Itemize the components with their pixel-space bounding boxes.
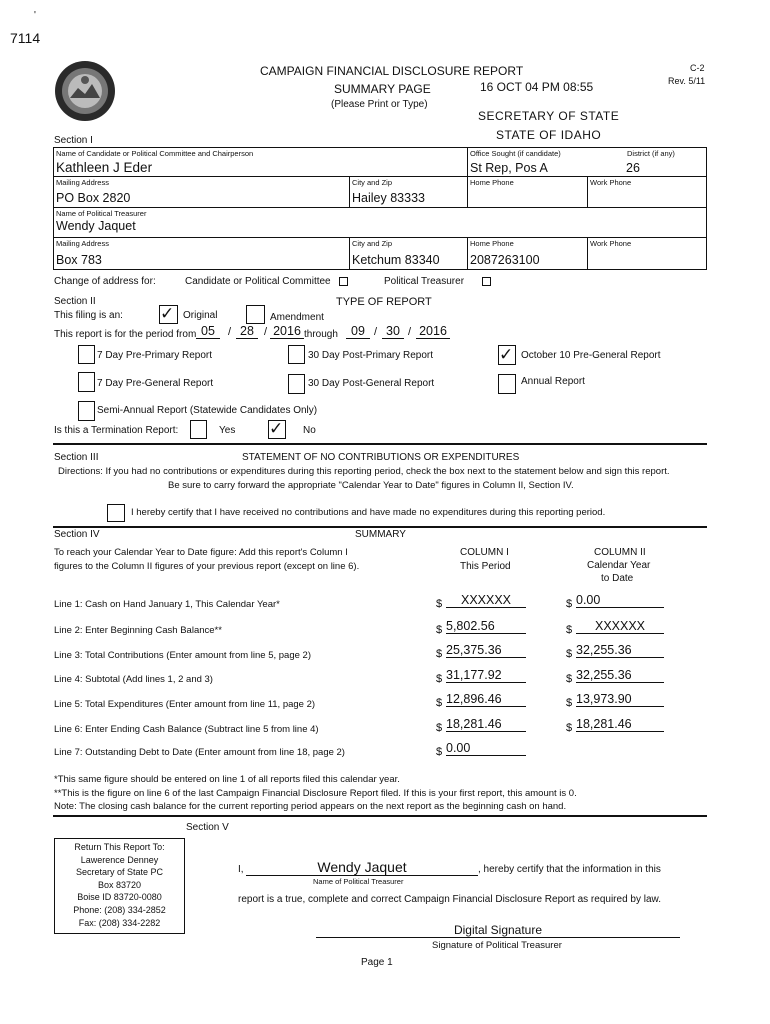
termination-yes-checkbox[interactable] — [190, 420, 207, 439]
signature-caption: Signature of Political Treasurer — [432, 940, 562, 951]
amendment-checkbox[interactable] — [246, 305, 265, 324]
treasurer-label: Name of Political Treasurer — [56, 209, 147, 218]
line5-col1[interactable]: 12,896.46 — [446, 692, 526, 707]
30day-post-primary-checkbox[interactable] — [288, 345, 305, 364]
line4-label: Line 4: Subtotal (Add lines 1, 2 and 3) — [54, 674, 213, 685]
section1-title: Section I — [54, 135, 93, 146]
certify-statement: report is a true, complete and correct Campaign Financial Disclosure Report as required by law. — [238, 894, 661, 905]
termination-yes-label: Yes — [219, 425, 236, 436]
section4-title: Section IV — [54, 529, 100, 540]
return-line: Secretary of State PC — [75, 867, 164, 878]
treasurer-field[interactable]: Wendy Jaquet — [56, 219, 136, 233]
30day-post-general-checkbox[interactable] — [288, 374, 305, 394]
page-number: Page 1 — [361, 957, 393, 968]
original-checkmark-icon: ✓ — [160, 304, 175, 324]
line4-col2[interactable]: 32,255.36 — [576, 668, 664, 683]
change-address-label: Change of address for: — [54, 276, 156, 287]
section3-heading: STATEMENT OF NO CONTRIBUTIONS OR EXPENDITURES — [242, 452, 520, 463]
column2-subtitle-2: to Date — [601, 573, 634, 584]
district-label: District (if any) — [627, 149, 675, 158]
column2-title: COLUMN II — [594, 547, 646, 558]
amendment-label: Amendment — [270, 312, 324, 323]
no-activity-checkbox[interactable] — [107, 504, 125, 522]
certify-suffix: , hereby certify that the information in this — [478, 864, 661, 875]
period-from-day[interactable]: 28 — [236, 324, 258, 339]
t-home-phone-field[interactable]: 2087263100 — [470, 253, 540, 267]
section4-intro-2: figures to the Column II figures of your previous report (except on line 6). — [54, 561, 360, 572]
footnote-1: *This same figure should be entered on line 1 of all reports filed this calendar year. — [54, 774, 400, 785]
candidate-field[interactable]: Kathleen J Eder — [56, 160, 153, 175]
return-address-box — [54, 838, 185, 934]
district-field[interactable]: 26 — [626, 161, 640, 175]
line2-label: Line 2: Enter Beginning Cash Balance** — [54, 625, 222, 636]
line5-col2[interactable]: 13,973.90 — [576, 692, 664, 707]
form-subtitle: SUMMARY PAGE — [334, 82, 431, 96]
line4-col1[interactable]: 31,177.92 — [446, 668, 526, 683]
mailing-field[interactable]: PO Box 2820 — [56, 191, 131, 205]
section2-title: Section II — [54, 296, 96, 307]
work-phone-label: Work Phone — [590, 178, 632, 187]
corner-mark: ' — [34, 10, 36, 21]
line2-col2[interactable]: XXXXXX — [576, 619, 664, 634]
annual-report-checkbox[interactable] — [498, 374, 516, 394]
secretary-stamp: SECRETARY OF STATE — [478, 109, 620, 123]
filing-label: This filing is an: — [54, 310, 123, 321]
change-candidate-checkbox[interactable] — [339, 277, 348, 286]
period-to-day[interactable]: 30 — [382, 324, 404, 339]
candidate-label: Name of Candidate or Political Committee and Chairperson — [56, 149, 254, 158]
t-work-phone-label: Work Phone — [590, 239, 632, 248]
no-activity-certify: I hereby certify that I have received no contributions and have made no expenditures during this reporting period. — [131, 507, 606, 518]
change-treasurer-label: Political Treasurer — [384, 276, 465, 287]
7day-pre-primary-label: 7 Day Pre-Primary Report — [97, 350, 213, 361]
state-stamp: STATE OF IDAHO — [496, 128, 602, 142]
return-line: Box 83720 — [97, 879, 142, 890]
line7-label: Line 7: Outstanding Debt to Date (Enter amount from line 18, page 2) — [54, 747, 345, 758]
line5-label: Line 5: Total Expenditures (Enter amount from line 11, page 2) — [54, 699, 316, 710]
line3-label: Line 3: Total Contributions (Enter amount from line 5, page 2) — [54, 650, 311, 661]
footnote-3: Note: The closing cash balance for the current reporting period appears on the next report as the beginning cash on hand. — [54, 801, 567, 812]
return-line: Fax: (208) 334-2282 — [78, 917, 161, 928]
termination-no-checkmark-icon: ✓ — [269, 419, 284, 439]
line3-col1[interactable]: 25,375.36 — [446, 643, 526, 658]
city-label: City and Zip — [352, 178, 393, 187]
line3-col2[interactable]: 32,255.36 — [576, 643, 664, 658]
office-field[interactable]: St Rep, Pos A — [470, 161, 548, 175]
30day-post-general-label: 30 Day Post-General Report — [308, 378, 435, 389]
signature-field[interactable]: Digital Signature — [316, 923, 680, 938]
city-field[interactable]: Hailey 83333 — [352, 191, 425, 205]
period-from-month[interactable]: 05 — [196, 324, 220, 339]
section4-intro-1: To reach your Calendar Year to Date figure: Add this report's Column I — [54, 547, 348, 558]
7day-pre-general-label: 7 Day Pre-General Report — [97, 378, 214, 389]
period-label: This report is for the period from — [54, 329, 197, 340]
termination-no-label: No — [303, 425, 316, 436]
certify-treasurer-name[interactable]: Wendy Jaquet — [246, 859, 478, 876]
certify-i: I, — [238, 864, 244, 875]
section3-directions-2: Be sure to carry forward the appropriate "Calendar Year to Date" figures in Column II, Section IV. — [168, 480, 574, 491]
form-title: CAMPAIGN FINANCIAL DISCLOSURE REPORT — [260, 64, 524, 78]
semi-annual-checkbox[interactable] — [78, 401, 95, 421]
return-line: Phone: (208) 334-2852 — [73, 904, 166, 915]
oct10-checkmark-icon: ✓ — [499, 345, 514, 365]
section4-heading: SUMMARY — [355, 529, 406, 540]
column1-subtitle: This Period — [460, 561, 511, 572]
period-to-month[interactable]: 09 — [346, 324, 370, 339]
line1-col2[interactable]: 0.00 — [576, 593, 664, 608]
doc-number: 7114 — [10, 30, 41, 46]
oct10-pre-general-label: October 10 Pre-General Report — [521, 350, 661, 361]
home-phone-label: Home Phone — [470, 178, 514, 187]
line2-col1[interactable]: 5,802.56 — [446, 619, 526, 634]
section5-title: Section V — [186, 822, 229, 833]
form-code: C-2 — [690, 63, 705, 73]
through-label: through — [304, 329, 338, 340]
line1-label: Line 1: Cash on Hand January 1, This Calendar Year* — [54, 599, 280, 610]
termination-label: Is this a Termination Report: — [54, 425, 179, 436]
line7-col1[interactable]: 0.00 — [446, 741, 526, 756]
line6-col2[interactable]: 18,281.46 — [576, 717, 664, 732]
section3-directions-1: Directions: If you had no contributions or expenditures during this reporting period, check the box next to the statement below and sign this report. — [58, 466, 670, 477]
form-revision: Rev. 5/11 — [668, 76, 706, 86]
t-city-field[interactable]: Ketchum 83340 — [352, 253, 440, 267]
annual-report-label: Annual Report — [521, 376, 585, 387]
7day-pre-general-checkbox[interactable] — [78, 372, 95, 392]
type-of-report-title: TYPE OF REPORT — [336, 296, 432, 308]
period-from-year[interactable]: 2016 — [270, 324, 304, 339]
mailing-label: Mailing Address — [56, 178, 109, 187]
line6-label: Line 6: Enter Ending Cash Balance (Subtract line 5 from line 4) — [54, 724, 319, 735]
t-city-label: City and Zip — [352, 239, 393, 248]
column2-subtitle-1: Calendar Year — [587, 560, 651, 571]
office-label: Office Sought (if candidate) — [470, 149, 561, 158]
print-instruction: (Please Print or Type) — [331, 99, 428, 110]
name-caption: Name of Political Treasurer — [313, 877, 404, 886]
30day-post-primary-label: 30 Day Post-Primary Report — [308, 350, 434, 361]
footnote-2: **This is the figure on line 6 of the last Campaign Financial Disclosure Report filed. If this is your first report, this amount is 0. — [54, 788, 577, 799]
section3-title: Section III — [54, 452, 99, 463]
return-line: Lawerence Denney — [80, 854, 159, 865]
line1-col1[interactable]: XXXXXX — [446, 593, 526, 608]
7day-pre-primary-checkbox[interactable] — [78, 345, 95, 364]
line6-col1[interactable]: 18,281.46 — [446, 717, 526, 732]
period-to-year[interactable]: 2016 — [416, 324, 450, 339]
received-stamp: 16 OCT 04 PM 08:55 — [480, 80, 594, 94]
t-home-phone-label: Home Phone — [470, 239, 514, 248]
change-treasurer-checkbox[interactable] — [482, 277, 491, 286]
return-line: Return This Report To: — [74, 842, 165, 852]
t-mailing-field[interactable]: Box 783 — [56, 253, 102, 267]
return-line: Boise ID 83720-0080 — [77, 892, 162, 903]
change-candidate-label: Candidate or Political Committee — [185, 276, 331, 287]
column1-title: COLUMN I — [460, 547, 509, 558]
t-mailing-label: Mailing Address — [56, 239, 109, 248]
semi-annual-label: Semi-Annual Report (Statewide Candidates Only) — [97, 405, 318, 416]
original-label: Original — [183, 310, 218, 321]
state-seal-icon — [54, 60, 116, 122]
